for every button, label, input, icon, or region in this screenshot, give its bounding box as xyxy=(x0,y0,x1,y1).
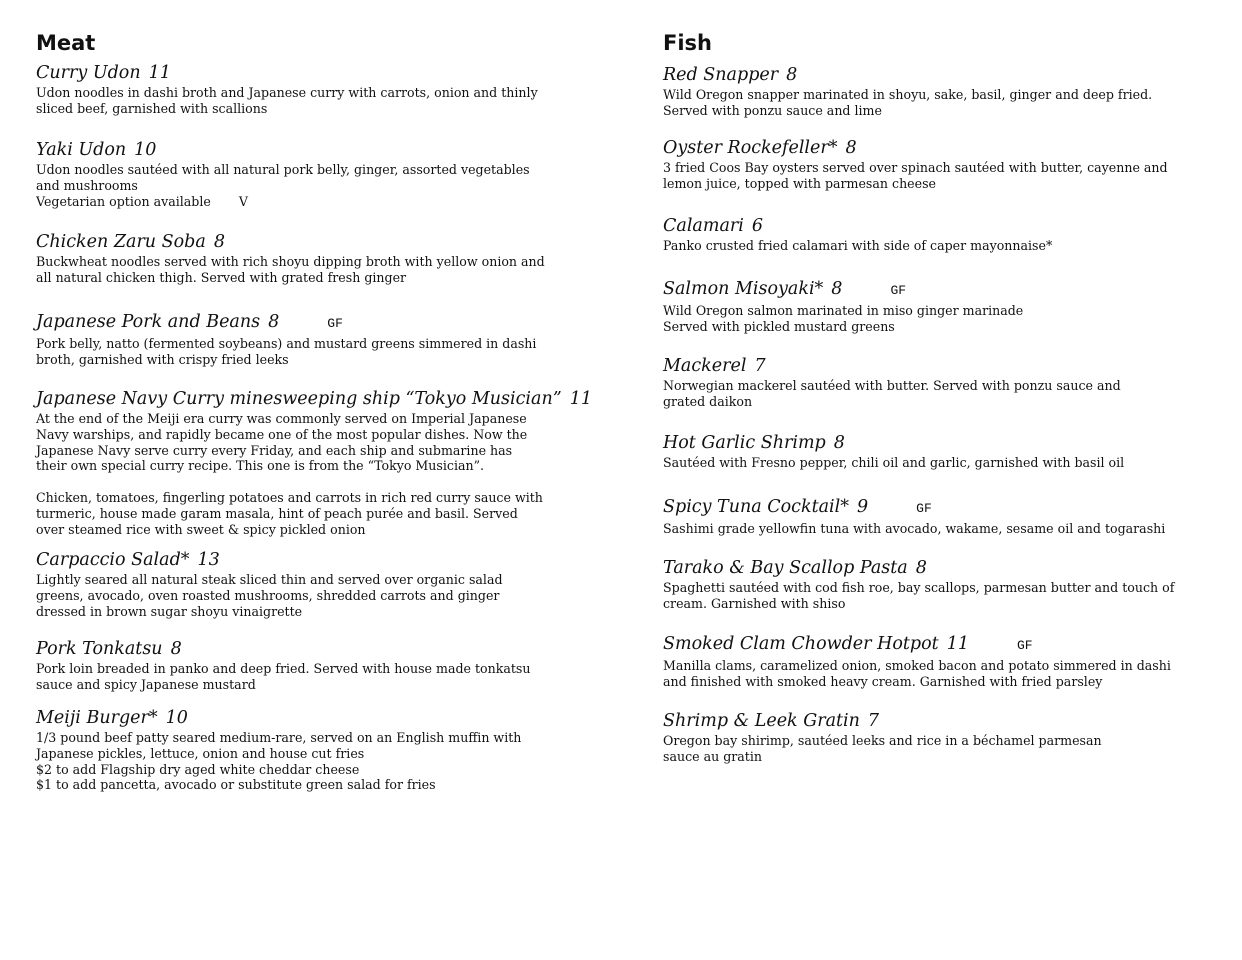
menu-item-description xyxy=(36,162,596,209)
vegetarian-note-text: Vegetarian option available xyxy=(36,193,211,209)
description-line: their own special curry recipe. This one is from the “Tokyo Musician”. xyxy=(36,458,485,474)
description-line: dressed in brown sugar shoyu vinaigrette xyxy=(36,603,303,619)
description-line: and mushrooms xyxy=(36,177,138,193)
description-line: At the end of the Meiji era curry was commonly served on Imperial Japanese xyxy=(36,411,527,426)
description-line: Navy warships, and rapidly became one of the most popular dishes. Now the xyxy=(36,426,528,442)
description-line: Served with ponzu sauce and lime xyxy=(663,102,882,118)
description-line: Buckwheat noodles served with rich shoyu dipping broth with yellow onion and xyxy=(36,254,545,269)
menu-item-heading xyxy=(36,638,596,660)
dietary-tag-v: V xyxy=(238,193,248,209)
menu-item-description xyxy=(36,411,596,537)
description-line: Chicken, tomatoes, fingerling potatoes and carrots in rich red curry sauce with xyxy=(36,489,543,505)
dietary-tag-gf: GF xyxy=(327,316,343,331)
menu-item-oyster-rockefeller xyxy=(663,137,1223,192)
menu-item-name: Oyster Rockefeller* xyxy=(663,138,838,158)
menu-item-hot-garlic-shrimp xyxy=(663,432,1223,471)
description-line: Lightly seared all natural steak sliced thin and served over organic salad xyxy=(36,572,503,587)
menu-item-name: Red Snapper xyxy=(663,65,779,85)
menu-item-mackerel xyxy=(663,355,1223,410)
description-line: Oregon bay shirimp, sautéed leeks and rice in a béchamel parmesan xyxy=(663,733,1102,748)
menu-item-price: 8 xyxy=(831,279,843,299)
menu-item-heading xyxy=(36,388,596,410)
menu-item-heading xyxy=(663,557,1223,579)
menu-item-heading xyxy=(663,432,1223,454)
menu-item-description xyxy=(36,730,596,793)
menu-item-meiji-burger xyxy=(36,707,596,793)
menu-item-name: Mackerel xyxy=(663,356,747,376)
menu-item-red-snapper xyxy=(663,64,1223,119)
paragraph-gap xyxy=(36,474,596,490)
description-line: $2 to add Flagship dry aged white cheddar cheese xyxy=(36,761,360,777)
description-line: Norwegian mackerel sautéed with butter. Served with ponzu sauce and xyxy=(663,378,1121,393)
menu-item-price: 8 xyxy=(845,138,857,158)
menu-item-description xyxy=(36,254,596,286)
menu-item-price: 10 xyxy=(134,140,157,160)
menu-item-name: Calamari xyxy=(663,216,744,236)
description-line: Wild Oregon salmon marinated in miso ginger marinade xyxy=(663,303,1024,318)
description-line: cream. Garnished with shiso xyxy=(663,595,846,611)
menu-item-price: 8 xyxy=(213,232,225,252)
menu-item-salmon-misoyaki xyxy=(663,278,1223,335)
menu-item-price: 9 xyxy=(857,497,869,517)
menu-item-description xyxy=(663,580,1223,612)
menu-item-price: 7 xyxy=(867,711,880,731)
menu-item-name: Chicken Zaru Soba xyxy=(36,232,206,252)
description-line: sliced beef, garnished with scallions xyxy=(36,100,268,116)
menu-item-heading xyxy=(36,62,596,84)
description-line: Udon noodles in dashi broth and Japanese curry with carrots, onion and thinly xyxy=(36,85,538,100)
menu-item-description xyxy=(36,661,596,693)
menu-item-description xyxy=(36,572,596,619)
description-line: and finished with smoked heavy cream. Garnished with fried parsley xyxy=(663,673,1103,689)
dietary-tag-gf: GF xyxy=(1016,638,1033,653)
menu-item-price: 8 xyxy=(833,433,845,453)
menu-item-description xyxy=(663,87,1223,119)
menu-item-name: Hot Garlic Shrimp xyxy=(663,433,826,453)
menu-item-price: 8 xyxy=(915,558,927,578)
menu-item-name: Curry Udon xyxy=(36,63,141,83)
description-line: Sashimi grade yellowfin tuna with avocado, wakame, sesame oil and togarashi xyxy=(663,521,1166,536)
description-line: Wild Oregon snapper marinated in shoyu, sake, basil, ginger and deep fried. xyxy=(663,87,1153,102)
fish-section-title: Fish xyxy=(663,31,712,55)
menu-item-tarako-bay-scallop-pasta xyxy=(663,557,1223,612)
menu-item-heading xyxy=(36,231,596,253)
menu-item-smoked-clam-chowder-hotpot xyxy=(663,633,1223,690)
menu-item-heading xyxy=(663,137,1223,159)
description-line: sauce and spicy Japanese mustard xyxy=(36,676,256,692)
description-line: grated daikon xyxy=(663,393,753,409)
menu-item-heading xyxy=(36,139,596,161)
menu-item-yaki-udon xyxy=(36,139,596,209)
dietary-tag-gf: GF xyxy=(916,501,932,516)
description-line: Pork loin breaded in panko and deep fried. Served with house made tonkatsu xyxy=(36,661,531,676)
description-line: Sautéed with Fresno pepper, chili oil and garlic, garnished with basil oil xyxy=(663,455,1125,470)
description-line: $1 to add pancetta, avocado or substitute green salad for fries xyxy=(36,777,436,793)
description-line: sauce au gratin xyxy=(663,748,763,764)
menu-item-heading xyxy=(663,633,1223,657)
menu-item-calamari xyxy=(663,215,1223,254)
menu-item-description xyxy=(663,733,1223,765)
description-line: Pork belly, natto (fermented soybeans) and mustard greens simmered in dashi xyxy=(36,336,537,351)
menu-item-heading xyxy=(36,549,596,571)
description-line: 3 fried Coos Bay oysters served over spinach sautéed with butter, cayenne and xyxy=(663,160,1168,175)
menu-item-price: 10 xyxy=(165,708,188,728)
menu-item-name: Japanese Navy Curry minesweeping ship “Tokyo Musician” xyxy=(36,389,562,409)
menu-item-heading xyxy=(36,311,596,335)
menu-item-description xyxy=(36,336,596,368)
description-line: greens, avocado, oven roasted mushrooms, shredded carrots and ginger xyxy=(36,587,500,603)
menu-item-spicy-tuna-cocktail xyxy=(663,496,1223,537)
menu-item-chicken-zaru-soba xyxy=(36,231,596,286)
menu-item-name: Shrimp & Leek Gratin xyxy=(663,711,860,731)
menu-item-name: Meiji Burger* xyxy=(36,708,158,728)
menu-item-price: 13 xyxy=(197,550,220,570)
menu-item-price: 6 xyxy=(751,216,763,236)
menu-item-japanese-navy-curry-minesweeping-ship-tokyo-musician xyxy=(36,388,596,537)
description-line: Udon noodles sautéed with all natural pork belly, ginger, assorted vegetables xyxy=(36,162,530,177)
menu-item-price: 11 xyxy=(946,634,969,654)
menu-item-name: Pork Tonkatsu xyxy=(36,639,163,659)
menu-item-heading xyxy=(663,215,1223,237)
menu-item-name: Smoked Clam Chowder Hotpot xyxy=(663,634,939,654)
menu-item-heading xyxy=(663,710,1223,732)
menu-item-carpaccio-salad xyxy=(36,549,596,619)
menu-item-description xyxy=(663,303,1223,335)
menu-item-curry-udon xyxy=(36,62,596,117)
menu-item-description xyxy=(663,378,1223,410)
menu-item-heading xyxy=(663,355,1223,377)
menu-item-name: Carpaccio Salad* xyxy=(36,550,190,570)
menu-item-description xyxy=(663,521,1223,537)
meat-section xyxy=(36,30,596,793)
menu-item-name: Japanese Pork and Beans xyxy=(36,312,261,332)
description-line: 1/3 pound beef patty seared medium-rare, served on an English muffin with xyxy=(36,730,522,745)
menu-item-description xyxy=(663,658,1223,690)
menu-item-description xyxy=(663,238,1223,254)
description-line: Japanese pickles, lettuce, onion and house cut fries xyxy=(36,745,365,761)
description-line: turmeric, house made garam masala, hint of peach purée and basil. Served xyxy=(36,505,518,521)
description-line: Manilla clams, caramelized onion, smoked bacon and potato simmered in dashi xyxy=(663,658,1171,673)
menu-item-heading xyxy=(663,64,1223,86)
description-line: all natural chicken thigh. Served with grated fresh ginger xyxy=(36,269,407,285)
menu-item-name: Salmon Misoyaki* xyxy=(663,279,824,299)
menu-item-price: 11 xyxy=(148,63,171,83)
description-line: Panko crusted fried calamari with side of caper mayonnaise* xyxy=(663,238,1053,253)
description-line: over steamed rice with sweet & spicy pickled onion xyxy=(36,521,366,537)
menu-item-shrimp-leek-gratin xyxy=(663,710,1223,765)
menu-item-description xyxy=(663,455,1223,471)
dietary-tag-gf: GF xyxy=(890,283,907,298)
description-line: lemon juice, topped with parmesan cheese xyxy=(663,175,936,191)
menu-item-heading xyxy=(663,496,1223,520)
description-line: Served with pickled mustard greens xyxy=(663,318,895,334)
menu-item-name: Tarako & Bay Scallop Pasta xyxy=(663,558,908,578)
meat-section-title: Meat xyxy=(36,31,96,55)
description-line: Japanese Navy serve curry every Friday, and each ship and submarine has xyxy=(36,442,513,458)
menu-item-price: 8 xyxy=(268,312,280,332)
menu-item-price: 11 xyxy=(569,389,592,409)
vegetarian-note xyxy=(36,194,596,210)
menu-item-price: 8 xyxy=(786,65,798,85)
menu-item-japanese-pork-and-beans xyxy=(36,311,596,368)
menu-item-heading xyxy=(663,278,1223,302)
description-line: Spaghetti sautéed with cod fish roe, bay scallops, parmesan butter and touch of xyxy=(663,580,1175,595)
menu-item-heading xyxy=(36,707,596,729)
menu-item-name: Spicy Tuna Cocktail* xyxy=(663,497,849,517)
menu-item-name: Yaki Udon xyxy=(36,140,127,160)
menu-item-pork-tonkatsu xyxy=(36,638,596,693)
menu-item-price: 7 xyxy=(754,356,766,376)
menu-item-description xyxy=(663,160,1223,192)
menu-item-price: 8 xyxy=(170,639,182,659)
menu-item-description xyxy=(36,85,596,117)
description-line: broth, garnished with crispy fried leeks xyxy=(36,351,289,367)
fish-section xyxy=(663,30,1223,764)
